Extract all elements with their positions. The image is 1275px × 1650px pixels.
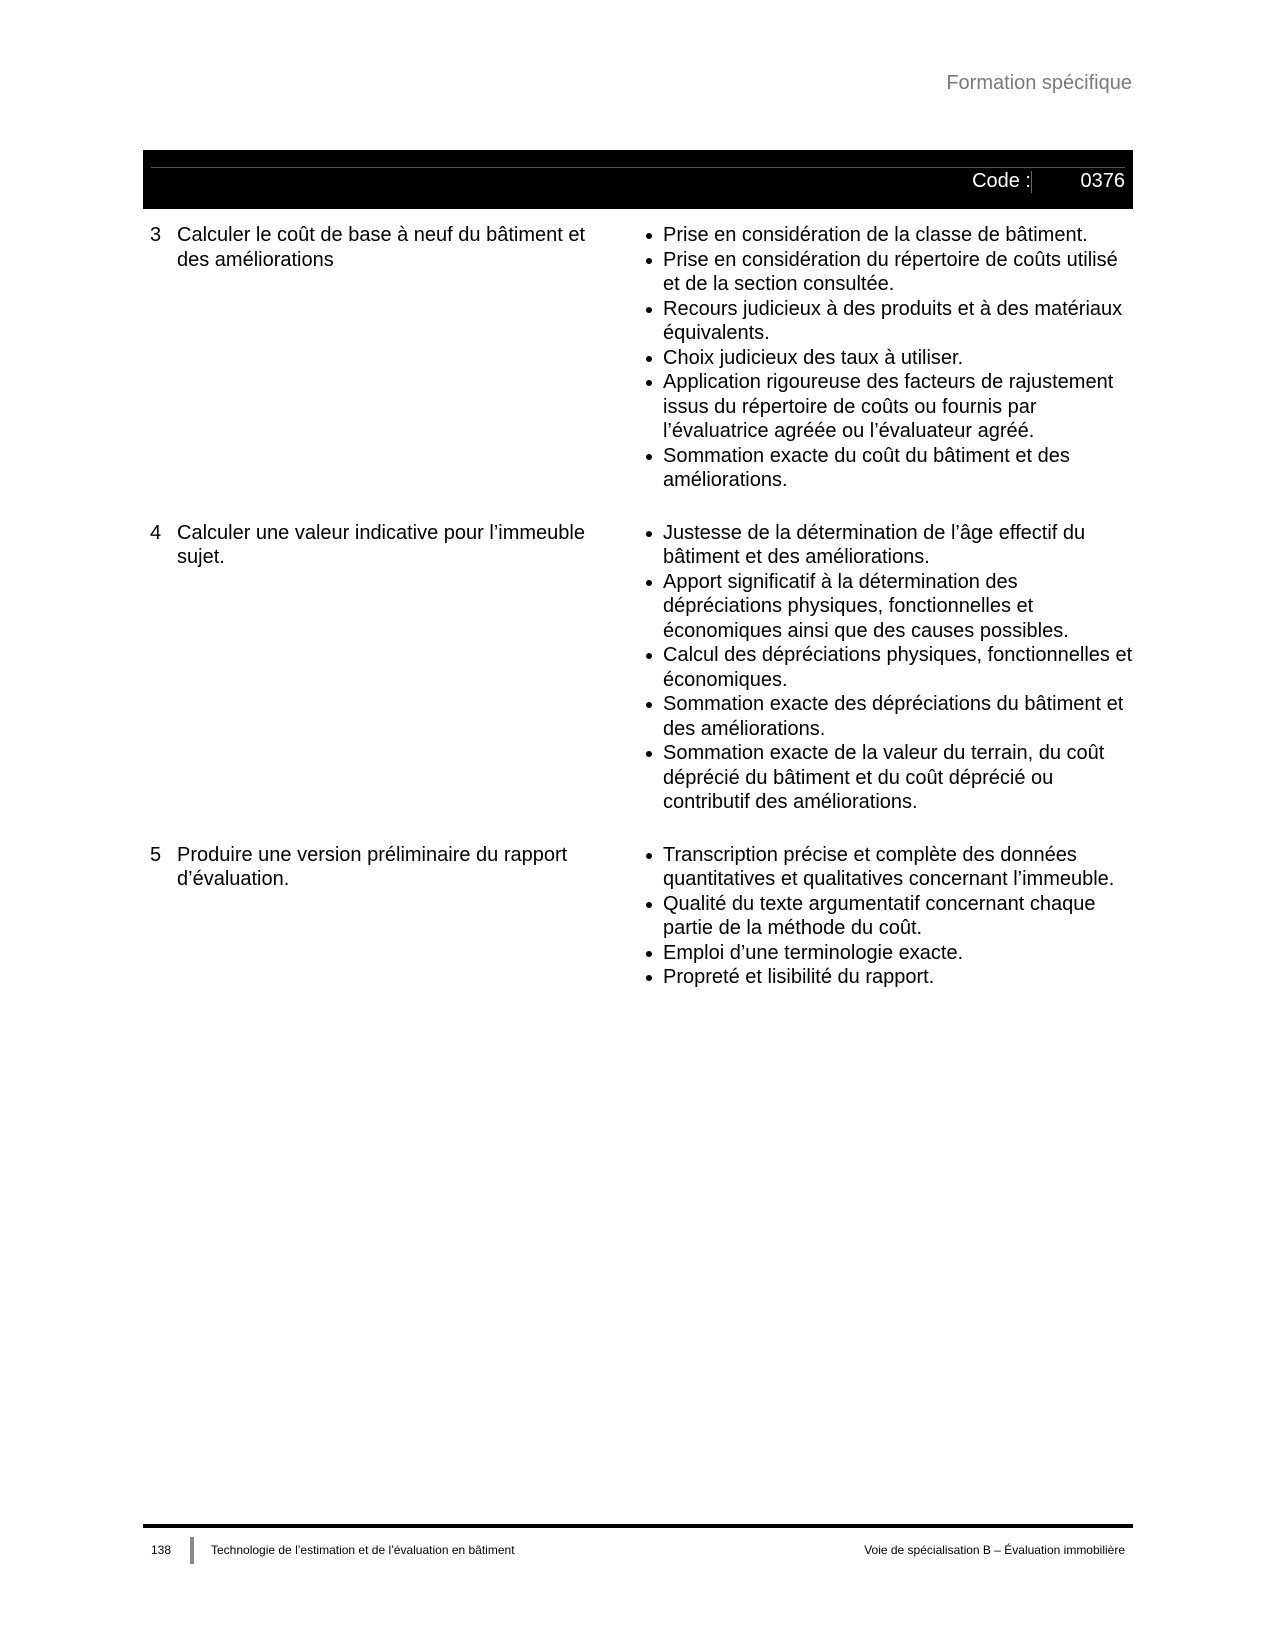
element-text: Produire une version préliminaire du rapport d’évaluation. <box>177 843 568 890</box>
footer-specialization: Voie de spécialisation B – Évaluation immobilière <box>864 1543 1125 1557</box>
footer-divider <box>190 1537 194 1564</box>
running-header: Formation spécifique <box>946 72 1132 94</box>
element-number: 3 <box>150 224 162 246</box>
element-number: 4 <box>150 521 162 544</box>
criteria-row <box>143 223 1133 493</box>
code-label: Code : <box>972 170 1031 192</box>
element-text: Calculer une valeur indicative pour l’immeuble sujet. <box>177 521 585 568</box>
performance-criteria-list <box>617 223 1133 493</box>
element-number: 5 <box>150 843 162 866</box>
performance-criteria-list <box>617 521 1133 815</box>
criterion-item: Sommation exacte des dépréciations du bâtiment et des améliorations. <box>642 692 1133 741</box>
criteria-table <box>143 223 1133 1018</box>
criterion-item: Emploi d’une terminologie exacte. <box>642 941 1133 966</box>
criterion-item: Propreté et lisibilité du rapport. <box>642 965 1133 990</box>
page-footer <box>143 1537 1133 1567</box>
footer-program-title: Technologie de l’estimation et de l’évaluation en bâtiment <box>211 1543 515 1557</box>
element-text: Calculer le coût de base à neuf du bâtiment et des améliorations <box>177 224 586 271</box>
element-cell <box>143 843 617 990</box>
criterion-item: Transcription précise et complète des données quantitatives et qualitatives concernant l’immeuble. <box>642 843 1133 892</box>
criterion-item: Apport significatif à la détermination des dépréciations physiques, fonctionnelles et économiques ainsi que des causes possibles. <box>642 570 1133 644</box>
criterion-item: Prise en considération du répertoire de coûts utilisé et de la section consultée. <box>642 248 1133 297</box>
code-separator <box>1031 171 1032 193</box>
criteria-row <box>143 521 1133 815</box>
criterion-item: Qualité du texte argumentatif concernant chaque partie de la méthode du coût. <box>642 892 1133 941</box>
criterion-item: Recours judicieux à des produits et à des matériaux équivalents. <box>642 297 1133 346</box>
code-bar <box>143 150 1133 209</box>
criterion-item: Application rigoureuse des facteurs de rajustement issus du répertoire de coûts ou fournis par l’évaluatrice agréée ou l’évaluateur agréé. <box>642 370 1133 444</box>
criterion-item: Prise en considération de la classe de bâtiment. <box>642 223 1133 248</box>
element-cell <box>143 521 617 815</box>
criterion-item: Choix judicieux des taux à utiliser. <box>642 346 1133 371</box>
criterion-item: Justesse de la détermination de l’âge effectif du bâtiment et des améliorations. <box>642 521 1133 570</box>
performance-criteria-list <box>617 843 1133 990</box>
criterion-item: Sommation exacte de la valeur du terrain, du coût déprécié du bâtiment et du coût déprécié ou contributif des améliorations. <box>642 741 1133 815</box>
footer-rule <box>143 1524 1133 1528</box>
code-value: 0376 <box>1080 170 1125 192</box>
page-number: 138 <box>151 1543 172 1557</box>
code-bar-rule <box>151 167 1125 168</box>
criterion-item: Calcul des dépréciations physiques, fonctionnelles et économiques. <box>642 643 1133 692</box>
criteria-row <box>143 843 1133 990</box>
criterion-item: Sommation exacte du coût du bâtiment et des améliorations. <box>642 444 1133 493</box>
element-cell <box>143 223 617 493</box>
